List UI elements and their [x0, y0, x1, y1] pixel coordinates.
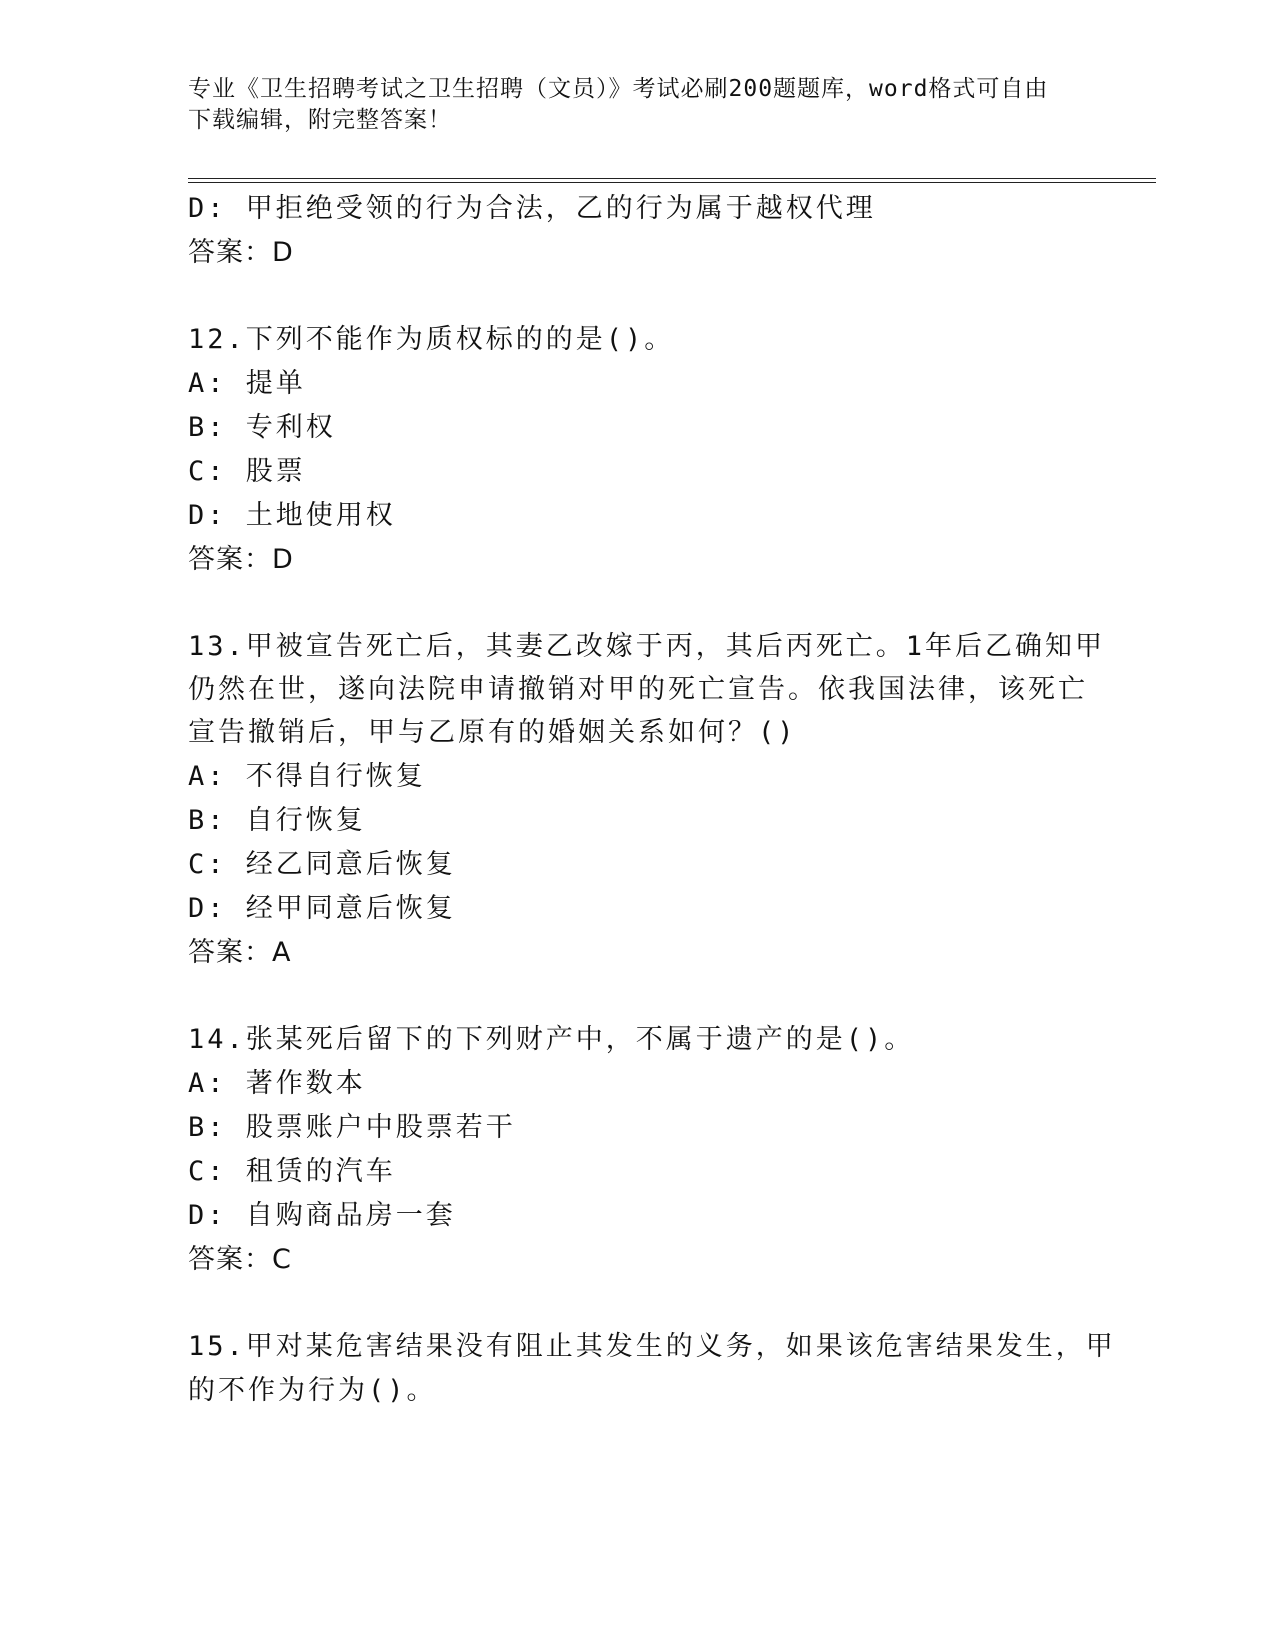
- option-c: C: 经乙同意后恢复: [188, 849, 456, 880]
- option-d: D: 自购商品房一套: [188, 1200, 456, 1231]
- answer: 答案：D: [188, 237, 294, 268]
- answer: 答案：C: [188, 1244, 292, 1275]
- option-b: B: 自行恢复: [188, 805, 366, 836]
- document-header: 专业《卫生招聘考试之卫生招聘（文员）》考试必刷200题题库，word格式可自由下载编辑，附完整答案！: [188, 76, 1049, 133]
- header-divider-bottom: [188, 182, 1156, 183]
- option-d: D: 土地使用权: [188, 500, 396, 531]
- option-a: A: 著作数本: [188, 1068, 366, 1099]
- option-b: B: 股票账户中股票若干: [188, 1112, 516, 1143]
- answer: 答案：A: [188, 937, 292, 968]
- option-c: C: 股票: [188, 456, 306, 487]
- question-stem: 13.甲被宣告死亡后，其妻乙改嫁于丙，其后丙死亡。1年后乙确知甲: [188, 631, 1106, 662]
- question-stem: 12.下列不能作为质权标的的是()。: [188, 324, 675, 355]
- question-stem: 15.甲对某危害结果没有阻止其发生的义务，如果该危害结果发生，甲: [188, 1331, 1116, 1362]
- option-a: A: 提单: [188, 368, 306, 399]
- option-d: D: 经甲同意后恢复: [188, 893, 456, 924]
- option-a: A: 不得自行恢复: [188, 761, 426, 792]
- question-stem-line: 的不作为行为()。: [188, 1375, 437, 1406]
- question-stem-line: 仍然在世，遂向法院申请撤销对甲的死亡宣告。依我国法律，该死亡: [188, 674, 1088, 705]
- question-stem-line: 宣告撤销后，甲与乙原有的婚姻关系如何？(): [188, 717, 797, 748]
- answer: 答案：D: [188, 544, 294, 575]
- header-divider-top: [188, 178, 1156, 179]
- option-c: C: 租赁的汽车: [188, 1156, 396, 1187]
- option-d: D: 甲拒绝受领的行为合法，乙的行为属于越权代理: [188, 193, 876, 224]
- question-stem: 14.张某死后留下的下列财产中，不属于遗产的是()。: [188, 1024, 915, 1055]
- option-b: B: 专利权: [188, 412, 336, 443]
